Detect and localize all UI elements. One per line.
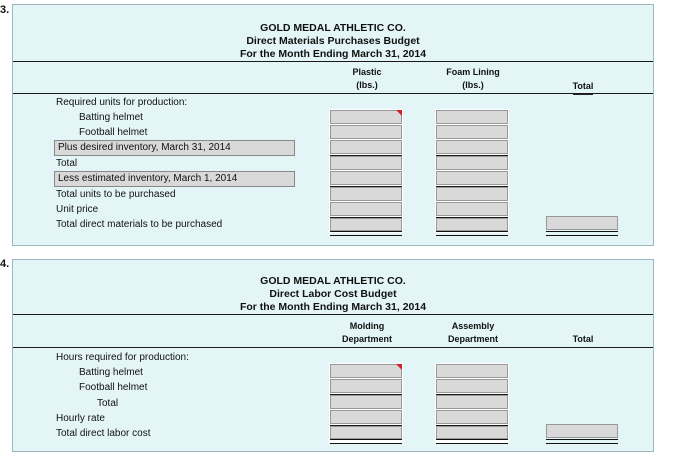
problem-number: 4. xyxy=(0,258,10,270)
row-label: Total xyxy=(56,158,78,169)
total-direct-materials-input[interactable] xyxy=(546,216,618,230)
foam-total-materials-input[interactable] xyxy=(436,218,508,231)
budget-title: Direct Materials Purchases Budget xyxy=(246,35,420,47)
molding-football-helmet-input[interactable] xyxy=(330,379,402,393)
divider xyxy=(13,61,653,62)
plastic-desired-inventory-input[interactable] xyxy=(330,140,402,154)
column-header-total: Total xyxy=(545,333,621,348)
total-direct-labor-input[interactable] xyxy=(546,424,618,438)
budget-title: Direct Labor Cost Budget xyxy=(269,288,397,300)
double-underline xyxy=(330,439,402,444)
double-underline xyxy=(546,439,618,444)
plastic-estimated-inventory-input[interactable] xyxy=(330,171,402,185)
row-label: Total direct materials to be purchased xyxy=(56,219,223,230)
column-header-total: Total xyxy=(545,80,621,95)
column-header-molding: Molding Department xyxy=(329,320,405,348)
direct-materials-budget-panel xyxy=(12,4,654,246)
row-label: Hourly rate xyxy=(56,413,105,424)
divider xyxy=(13,93,653,94)
row-label: Total units to be purchased xyxy=(56,189,176,200)
foam-unit-price-input[interactable] xyxy=(436,202,508,216)
plastic-units-purchased-input[interactable] xyxy=(330,187,402,201)
budget-period: For the Month Ending March 31, 2014 xyxy=(239,301,427,313)
row-label: Football helmet xyxy=(79,382,148,393)
plastic-batting-helmet-input[interactable] xyxy=(330,110,402,124)
divider xyxy=(13,314,653,315)
double-underline xyxy=(436,231,508,236)
row-label: Hours required for production: xyxy=(56,352,189,363)
comment-marker-icon xyxy=(396,364,402,370)
molding-labor-cost-input[interactable] xyxy=(330,426,402,439)
assembly-total-hours-input[interactable] xyxy=(436,395,508,409)
company-name: GOLD MEDAL ATHLETIC CO. xyxy=(260,275,406,287)
column-header-plastic: Plastic (lbs.) xyxy=(329,66,405,94)
row-label: Total direct labor cost xyxy=(56,428,151,439)
row-label: Batting helmet xyxy=(79,367,143,378)
foam-desired-inventory-input[interactable] xyxy=(436,140,508,154)
company-name: GOLD MEDAL ATHLETIC CO. xyxy=(260,22,406,34)
plastic-total-materials-input[interactable] xyxy=(330,218,402,231)
double-underline xyxy=(436,439,508,444)
molding-hourly-rate-input[interactable] xyxy=(330,410,402,424)
problem-number: 3. xyxy=(0,4,10,16)
assembly-labor-cost-input[interactable] xyxy=(436,426,508,439)
column-header-assembly: Assembly Department xyxy=(435,320,511,348)
comment-marker-icon xyxy=(396,110,402,116)
double-underline xyxy=(546,231,618,236)
foam-batting-helmet-input[interactable] xyxy=(436,110,508,124)
row-label: Unit price xyxy=(56,204,99,215)
assembly-football-helmet-input[interactable] xyxy=(436,379,508,393)
assembly-batting-helmet-input[interactable] xyxy=(436,364,508,378)
row-label-input[interactable]: Plus desired inventory, March 31, 2014 xyxy=(54,140,295,156)
row-label: Total xyxy=(97,398,119,409)
divider xyxy=(13,347,653,348)
direct-labor-budget-panel xyxy=(12,259,654,452)
foam-total-input[interactable] xyxy=(436,156,508,170)
row-label: Required units for production: xyxy=(56,97,188,108)
double-underline xyxy=(330,231,402,236)
row-label-input[interactable]: Less estimated inventory, March 1, 2014 xyxy=(54,171,295,187)
foam-estimated-inventory-input[interactable] xyxy=(436,171,508,185)
plastic-football-helmet-input[interactable] xyxy=(330,125,402,139)
plastic-total-input[interactable] xyxy=(330,156,402,170)
budget-period: For the Month Ending March 31, 2014 xyxy=(239,48,427,60)
assembly-hourly-rate-input[interactable] xyxy=(436,410,508,424)
foam-units-purchased-input[interactable] xyxy=(436,187,508,201)
foam-football-helmet-input[interactable] xyxy=(436,125,508,139)
row-label: Football helmet xyxy=(79,127,148,138)
plastic-unit-price-input[interactable] xyxy=(330,202,402,216)
column-header-foam-lining: Foam Lining (lbs.) xyxy=(435,66,511,94)
row-label: Batting helmet xyxy=(79,112,143,123)
molding-batting-helmet-input[interactable] xyxy=(330,364,402,378)
molding-total-hours-input[interactable] xyxy=(330,395,402,409)
